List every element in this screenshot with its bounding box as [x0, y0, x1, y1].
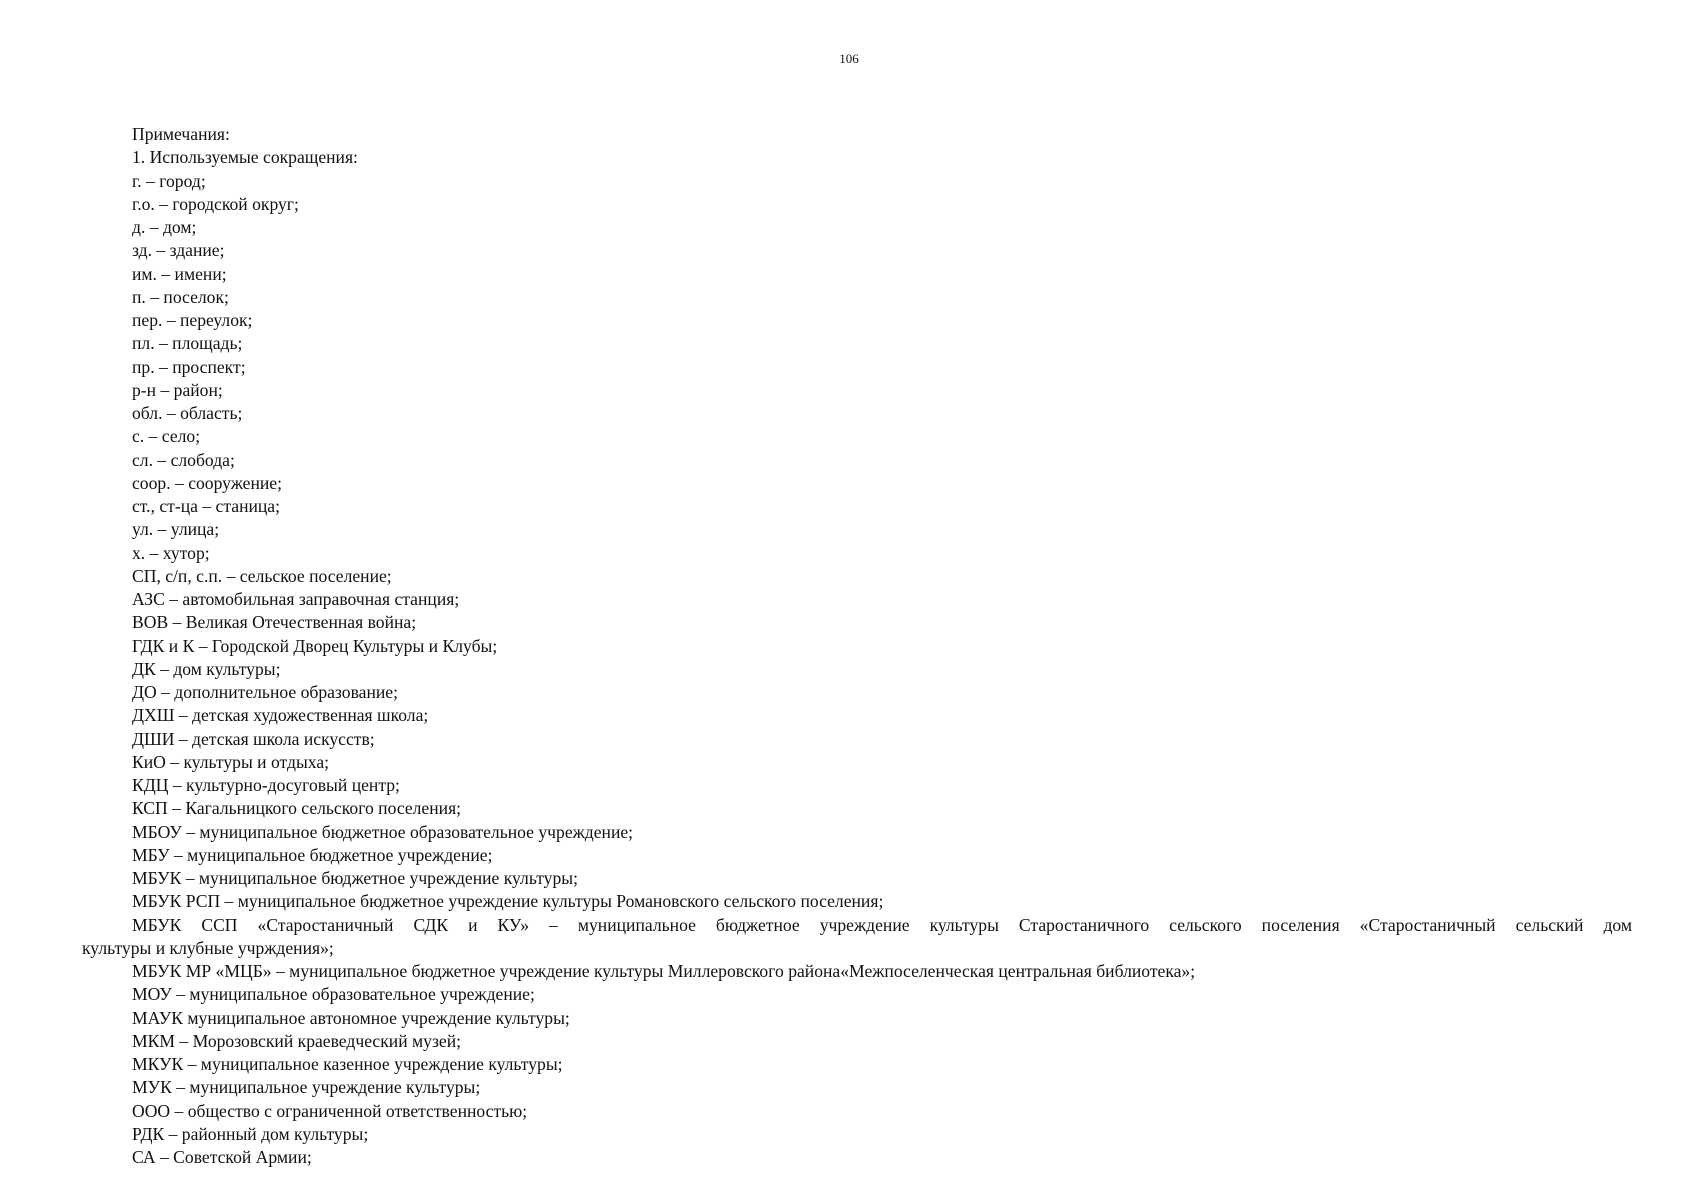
abbreviation-item: пер. – переулок; — [132, 310, 253, 330]
abbreviation-item: с. – село; — [132, 426, 201, 447]
abbreviation-item: ООО – общество с ограниченной ответственностью; — [132, 1100, 528, 1121]
abbreviation-item: МБУК – муниципальное бюджетное учреждение культуры; — [132, 868, 578, 888]
abbreviation-item: ДК – дом культуры; — [132, 658, 281, 679]
abbreviation-item: МОУ – муниципальное образовательное учреждение; — [132, 984, 535, 1005]
abbreviation-item: ГДК и К – Городской Дворец Культуры и Клубы; — [132, 635, 498, 656]
abbreviation-item: г.о. – городской округ; — [132, 193, 299, 214]
abbreviation-item-long-first-line: МБУК ССП «Старостаничный СДК и КУ» – муниципальное бюджетное учреждение культуры Старостаничного сельского поселения «Старостаничный сельский дом — [132, 914, 1632, 935]
abbreviation-item: соор. – сооружение; — [132, 472, 282, 493]
abbreviation-item: МБУ – муниципальное бюджетное учреждение; — [132, 844, 493, 865]
abbreviation-item-long — [82, 914, 1632, 961]
abbreviation-item: ДШИ – детская школа искусств; — [132, 728, 375, 749]
abbreviation-item: АЗС – автомобильная заправочная станция; — [132, 589, 460, 609]
abbreviation-item: ДО – дополнительное образование; — [132, 682, 398, 702]
abbreviation-item: МБОУ – муниципальное бюджетное образовательное учреждение; — [132, 821, 634, 842]
abbreviation-item: д. – дом; — [132, 217, 197, 237]
abbreviation-item: КДЦ – культурно-досуговый центр; — [132, 775, 400, 795]
abbreviation-item: сл. – слобода; — [132, 449, 235, 470]
abbreviation-item: КСП – Кагальницкого сельского поселения; — [132, 798, 462, 819]
abbreviation-item: СП, с/п, с.п. – сельское поселение; — [132, 565, 392, 586]
abbreviation-item: СА – Советской Армии; — [132, 1147, 312, 1167]
abbreviation-item: обл. – область; — [132, 403, 243, 423]
abbreviation-item: х. – хутор; — [132, 542, 210, 563]
abbreviation-item: пл. – площадь; — [132, 333, 243, 354]
abbreviation-item: ВОВ – Великая Отечественная война; — [132, 612, 417, 633]
abbreviation-item: КиО – культуры и отдыха; — [132, 751, 330, 772]
abbreviation-item: пр. – проспект; — [132, 356, 246, 377]
abbreviation-item: МУК – муниципальное учреждение культуры; — [132, 1077, 481, 1098]
abbreviation-item: р-н – район; — [132, 379, 223, 400]
abbreviations-notes — [82, 123, 1632, 1169]
abbreviation-item: им. – имени; — [132, 263, 227, 284]
abbreviation-item: МБУК МР «МЦБ» – муниципальное бюджетное учреждение культуры Миллеровского района«Межпоселенческая центральная библиотека»; — [132, 961, 1196, 981]
abbreviation-item: МБУК РСП – муниципальное бюджетное учреждение культуры Романовского сельского поселения; — [132, 891, 884, 912]
abbreviation-item: ДХШ – детская художественная школа; — [132, 705, 429, 726]
notes-subtitle: 1. Используемые сокращения: — [132, 147, 358, 168]
abbreviation-item: РДК – районный дом культуры; — [132, 1123, 369, 1144]
page-number: 106 — [839, 51, 859, 66]
abbreviation-item: ул. – улица; — [132, 519, 220, 540]
notes-title: Примечания: — [132, 124, 230, 144]
abbreviation-item: МКМ – Морозовский краеведческий музей; — [132, 1030, 462, 1051]
abbreviation-item: зд. – здание; — [132, 240, 225, 261]
abbreviation-item: п. – поселок; — [132, 286, 229, 307]
abbreviation-item: МКУК – муниципальное казенное учреждение культуры; — [132, 1054, 563, 1074]
abbreviation-item: ст., ст-ца – станица; — [132, 496, 281, 516]
abbreviation-item: г. – город; — [132, 170, 206, 191]
abbreviation-item: МАУК муниципальное автономное учреждение культуры; — [132, 1007, 570, 1028]
abbreviation-item-long-continuation: культуры и клубные учрждения»; — [82, 937, 334, 958]
